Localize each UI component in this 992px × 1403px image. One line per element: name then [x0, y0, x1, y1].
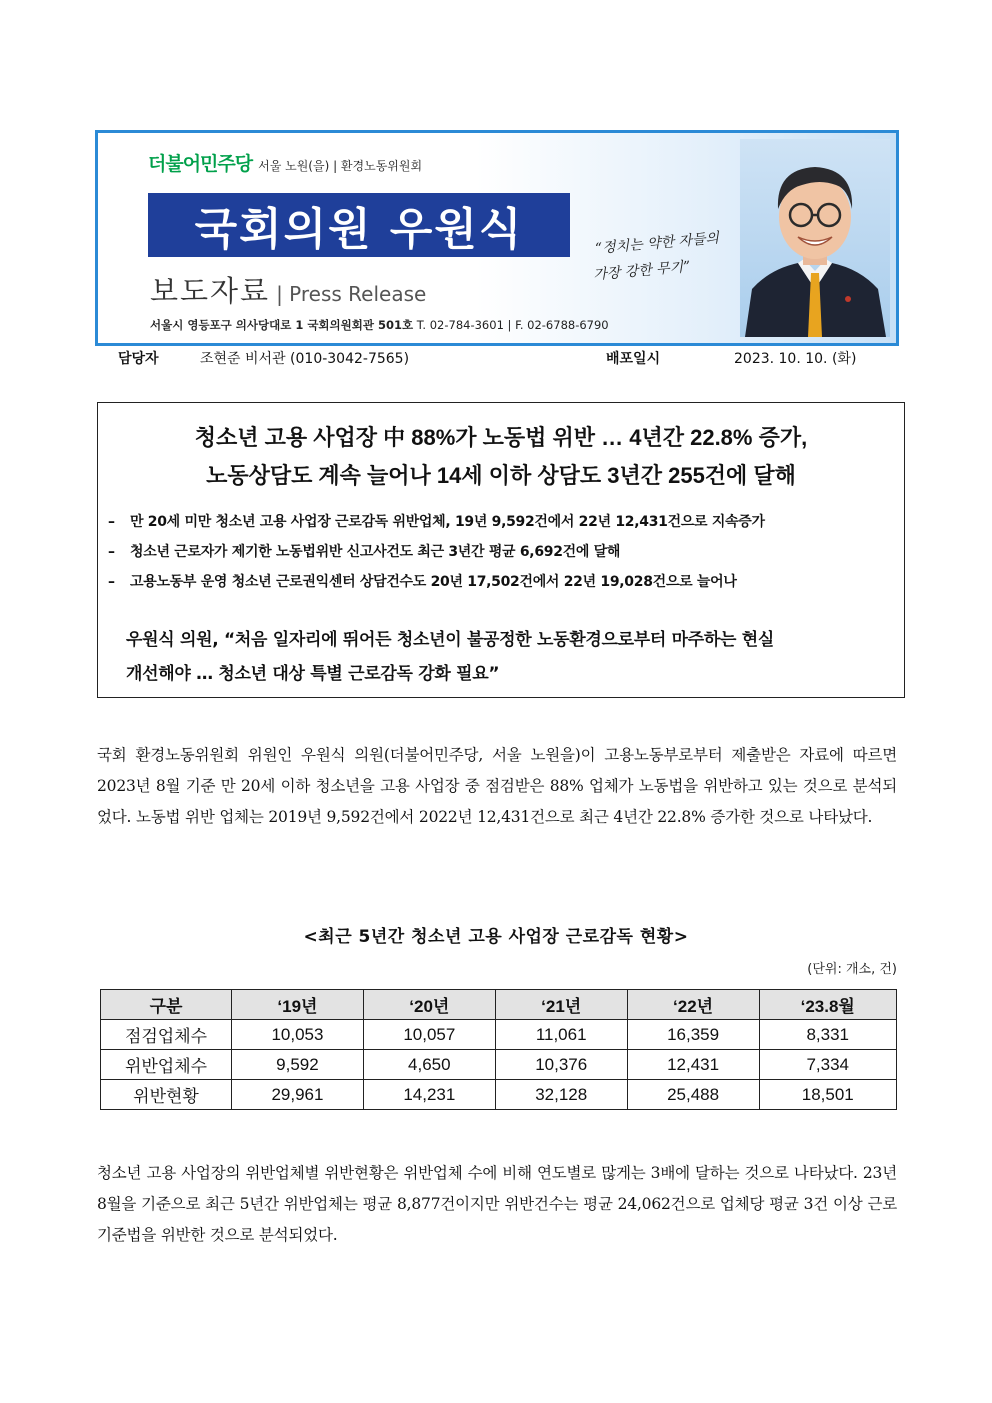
- header-cell: ‘21년: [495, 990, 627, 1020]
- table-cell: 8,331: [759, 1020, 897, 1050]
- body-paragraph-1: 국회 환경노동위원회 위원인 우원식 의원(더불어민주당, 서울 노원을)이 고용노동부로부터 제출받은 자료에 따르면 2023년 8월 기준 만 20세 이하 청소년을 고용 사업장 중 점검받은 88% 업체가 노동법을 위반하고 있는 것으로 분석되었다. 노동법 위반 업체는 2019년 9,592건에서 2022년 12,431건으로 최근 4년간 22.8% 증가한 것으로 나타났다.: [97, 746, 897, 826]
- table-cell: 7,334: [759, 1050, 897, 1080]
- table-cell: 32,128: [495, 1080, 627, 1110]
- press-release-en: | Press Release: [276, 282, 427, 306]
- header-cell: ‘23.8월: [759, 990, 897, 1020]
- phone-fax: T. 02-784-3601 | F. 02-6788-6790: [413, 318, 609, 332]
- summary-bullets: [108, 507, 898, 597]
- bullet-text: 고용노동부 운영 청소년 근로권익센터 상담건수도 20년 17,502건에서 22년 19,028건으로 늘어나: [130, 574, 737, 590]
- manager-label: 담당자: [118, 351, 159, 367]
- bullet-text: 만 20세 미만 청소년 고용 사업장 근로감독 위반업체, 19년 9,592건에서 22년 12,431건으로 지속증가: [130, 514, 765, 530]
- summary-bullet: – 만 20세 미만 청소년 고용 사업장 근로감독 위반업체, 19년 9,592건에서 22년 12,431건으로 지속증가: [108, 514, 765, 530]
- row-label: 위반업체수: [101, 1050, 232, 1080]
- contact-row: [0, 348, 992, 370]
- row-label: 위반현황: [101, 1080, 232, 1110]
- lawmaker-portrait: [740, 139, 890, 337]
- table-cell: 11,061: [495, 1020, 627, 1050]
- quote-line-2: 개선해야 … 청소년 대상 특별 근로감독 강화 필요”: [126, 664, 500, 684]
- body-paragraph-2: 청소년 고용 사업장의 위반업체별 위반현황은 위반업체 수에 비해 연도별로 많게는 3배에 달하는 것으로 나타났다. 23년 8월을 기준으로 최근 5년간 위반업체는 평균 8,877건이지만 위반건수는 평균 24,062건으로 업체당 평균 3건 이상 근로기준법을 위반한 것으로 분석되었다.: [97, 1164, 897, 1244]
- row-label: 점검업체수: [101, 1020, 232, 1050]
- header-cell: ‘19년: [232, 990, 364, 1020]
- table-cell: 4,650: [363, 1050, 495, 1080]
- slogan-line-1: “정치는 약한 자들의: [594, 230, 720, 257]
- table-cell: 16,359: [627, 1020, 759, 1050]
- table-cell: 10,053: [232, 1020, 364, 1050]
- lawmaker-quote: [126, 623, 896, 691]
- header-cell: 구분: [101, 990, 232, 1020]
- party-logo: 더불어민주당: [148, 153, 253, 175]
- office-address: [150, 317, 609, 333]
- slogan-line-2: 가장 강한 무기”: [592, 258, 691, 284]
- table-cell: 25,488: [627, 1080, 759, 1110]
- date-label: 배포일시: [606, 351, 661, 367]
- table-row: [101, 1020, 897, 1050]
- table-cell: 14,231: [363, 1080, 495, 1110]
- table-row: [101, 1080, 897, 1110]
- headline-box: [97, 402, 905, 698]
- inspection-table: [100, 989, 897, 1110]
- district-committee: 서울 노원(을) | 환경노동위원회: [258, 159, 423, 173]
- table-cell: 10,376: [495, 1050, 627, 1080]
- manager-value: 조현준 비서관 (010-3042-7565): [200, 351, 410, 367]
- press-release-ko: 보도자료: [150, 274, 271, 308]
- bullet-text: 청소년 근로자가 제기한 노동법위반 신고사건도 최근 3년간 평균 6,692건에 달해: [130, 544, 621, 560]
- header-cell: ‘22년: [627, 990, 759, 1020]
- table-cell: 12,431: [627, 1050, 759, 1080]
- summary-bullet: – 고용노동부 운영 청소년 근로권익센터 상담건수도 20년 17,502건에서 22년 19,028건으로 늘어나: [108, 574, 737, 590]
- date-value: 2023. 10. 10. (화): [734, 351, 857, 367]
- address-text: 서울시 영등포구 의사당대로 1 국회의원회관 501호: [150, 318, 414, 332]
- lawmaker-name: 국회의원 우원식: [148, 193, 570, 257]
- table-cell: 29,961: [232, 1080, 364, 1110]
- table-row: [101, 1050, 897, 1080]
- headline-title-1: 청소년 고용 사업장 中 88%가 노동법 위반 … 4년간 22.8% 증가,: [194, 425, 808, 450]
- summary-bullet: – 청소년 근로자가 제기한 노동법위반 신고사건도 최근 3년간 평균 6,692건에 달해: [108, 544, 621, 560]
- table-header-row: [101, 990, 897, 1020]
- press-release-label: [150, 269, 426, 310]
- party-row: [148, 149, 422, 176]
- table-unit: (단위: 개소, 건): [807, 962, 897, 977]
- header-cell: ‘20년: [363, 990, 495, 1020]
- table-cell: 10,057: [363, 1020, 495, 1050]
- press-release-banner: [95, 130, 899, 346]
- quote-line-1: 우원식 의원, “처음 일자리에 뛰어든 청소년이 불공정한 노동환경으로부터 마주하는 현실: [126, 630, 774, 650]
- table-cell: 9,592: [232, 1050, 364, 1080]
- table-title: <최근 5년간 청소년 고용 사업장 근로감독 현황>: [303, 927, 689, 947]
- table-cell: 18,501: [759, 1080, 897, 1110]
- headline-title-2: 노동상담도 계속 늘어나 14세 이하 상담도 3년간 255건에 달해: [206, 463, 796, 488]
